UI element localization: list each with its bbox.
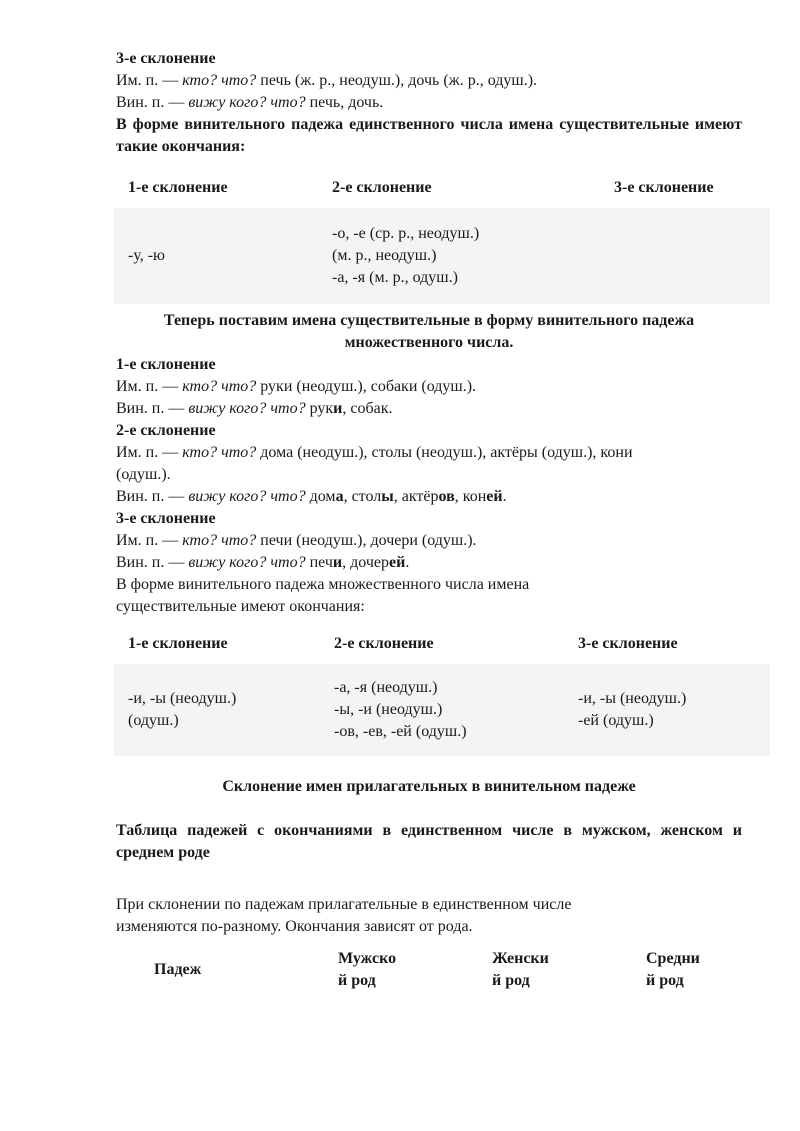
word-ending: ей bbox=[389, 554, 406, 571]
cell-line: (м. р., неодуш.) bbox=[332, 247, 437, 264]
case-question: кто? что? bbox=[182, 378, 257, 395]
cell-line: -и, -ы (неодуш.) bbox=[128, 690, 237, 707]
table-row bbox=[114, 664, 770, 756]
word-stem: , стол bbox=[343, 488, 382, 505]
nominative-line bbox=[116, 530, 742, 552]
case-examples: дома (неодуш.), столы (неодуш.), актёры (одуш.), кони bbox=[256, 444, 633, 461]
accusative-line bbox=[116, 486, 742, 508]
accusative-line bbox=[116, 398, 742, 420]
case-question: вижу кого? что? bbox=[188, 400, 306, 417]
cell-line: -о, -е (ср. р., неодуш.) bbox=[332, 225, 480, 242]
word-ending: а bbox=[335, 488, 344, 505]
cell-line: -ей (одуш.) bbox=[578, 712, 654, 729]
case-examples: , собак. bbox=[342, 400, 393, 417]
table-header-cell: 3-е склонение bbox=[564, 624, 770, 664]
table-cell bbox=[564, 664, 770, 756]
nominative-line-cont: (одуш.). bbox=[116, 466, 171, 483]
plural-summary-line-2: существительные имеют окончания: bbox=[116, 598, 365, 615]
punctuation: . bbox=[405, 554, 410, 571]
document-page bbox=[116, 48, 742, 938]
table-header-row bbox=[114, 624, 770, 664]
case-examples: печь (ж. р., неодуш.), дочь (ж. р., одуш.). bbox=[256, 72, 538, 89]
accusative-line bbox=[116, 92, 742, 114]
case-question: кто? что? bbox=[182, 532, 257, 549]
case-label: Вин. п. — bbox=[116, 554, 189, 571]
cell-line: -ов, -ев, -ей (одуш.) bbox=[334, 723, 467, 740]
plural-title-line-1: Теперь поставим имена существительные в форму винительного падежа bbox=[163, 312, 695, 329]
nominative-line bbox=[116, 442, 742, 464]
cell-line: -а, -я (неодуш.) bbox=[334, 679, 438, 696]
header-label: Мужско bbox=[338, 950, 397, 967]
table-header-cell: 2-е склонение bbox=[318, 168, 600, 208]
case-examples: печи (неодуш.), дочери (одуш.). bbox=[256, 532, 477, 549]
table-header-cell bbox=[338, 948, 396, 992]
declension-3-heading: 3-е склонение bbox=[116, 510, 216, 527]
case-question: вижу кого? что? bbox=[188, 488, 306, 505]
nominative-line bbox=[116, 70, 742, 92]
case-label: Им. п. — bbox=[116, 532, 183, 549]
cell-line: -и, -ы (неодуш.) bbox=[578, 690, 687, 707]
word-stem: , дочер bbox=[342, 554, 389, 571]
table-header-cell: 1-е склонение bbox=[114, 624, 320, 664]
singular-endings-table bbox=[114, 168, 770, 304]
plural-title-line-2: множественного числа. bbox=[344, 334, 514, 351]
table-row bbox=[114, 208, 770, 304]
header-label: Женски bbox=[492, 950, 549, 967]
adjectives-subtitle: Таблица падежей с окончаниями в единственном числе в мужском, женском и среднем роде bbox=[116, 822, 742, 861]
word-ending: и bbox=[333, 400, 343, 417]
cell-line: (одуш.) bbox=[128, 712, 179, 729]
word-stem: печ bbox=[305, 554, 333, 571]
word-ending: ей bbox=[486, 488, 503, 505]
accusative-line bbox=[116, 552, 742, 574]
case-label: Им. п. — bbox=[116, 444, 183, 461]
word-ending: ов bbox=[438, 488, 455, 505]
header-label: Падеж bbox=[154, 961, 202, 978]
word-stem: рук bbox=[305, 400, 334, 417]
table-cell bbox=[114, 208, 318, 304]
punctuation: . bbox=[502, 488, 507, 505]
header-label: й род bbox=[492, 972, 530, 989]
case-label: Вин. п. — bbox=[116, 488, 189, 505]
table-header-cell bbox=[492, 948, 549, 992]
header-label: й род bbox=[646, 972, 684, 989]
cell-line: -ы, -и (неодуш.) bbox=[334, 701, 443, 718]
table-header-cell bbox=[646, 948, 700, 992]
adjectives-para-line-2: изменяются по-разному. Окончания зависят от рода. bbox=[116, 918, 473, 935]
case-question: кто? что? bbox=[182, 72, 257, 89]
table-cell bbox=[320, 664, 564, 756]
declension-1-heading: 1-е склонение bbox=[116, 356, 216, 373]
case-label: Им. п. — bbox=[116, 72, 183, 89]
word-ending: ы bbox=[381, 488, 394, 505]
header-label: й род bbox=[338, 972, 376, 989]
table-header-row bbox=[114, 168, 770, 208]
case-question: вижу кого? что? bbox=[188, 94, 306, 111]
case-question: кто? что? bbox=[182, 444, 257, 461]
singular-summary: В форме винительного падежа единственного числа имена существительные имеют такие окончания: bbox=[116, 116, 742, 155]
table-cell bbox=[114, 664, 320, 756]
table-cell bbox=[600, 208, 770, 304]
declension-3-heading: 3-е склонение bbox=[116, 50, 216, 67]
word-stem: , кон bbox=[454, 488, 487, 505]
adjectives-title: Склонение имен прилагательных в винительном падеже bbox=[222, 778, 636, 795]
case-label: Вин. п. — bbox=[116, 400, 189, 417]
plural-endings-table bbox=[114, 624, 770, 756]
plural-summary-line-1: В форме винительного падежа множественного числа имена bbox=[116, 576, 530, 593]
case-question: вижу кого? что? bbox=[188, 554, 306, 571]
table-header-cell: 2-е склонение bbox=[320, 624, 564, 664]
adjectives-para-line-1: При склонении по падежам прилагательные в единственном числе bbox=[116, 896, 572, 913]
table-header-cell: 3-е склонение bbox=[600, 168, 770, 208]
case-examples: руки (неодуш.), собаки (одуш.). bbox=[256, 378, 477, 395]
word-stem: дом bbox=[305, 488, 336, 505]
word-stem: , актёр bbox=[393, 488, 439, 505]
word-ending: и bbox=[332, 554, 343, 571]
table-cell bbox=[318, 208, 600, 304]
cell-line: -у, -ю bbox=[128, 247, 166, 264]
case-label: Им. п. — bbox=[116, 378, 183, 395]
case-examples: печь, дочь. bbox=[305, 94, 384, 111]
cell-line: -а, -я (м. р., одуш.) bbox=[332, 269, 458, 286]
declension-2-heading: 2-е склонение bbox=[116, 422, 216, 439]
nominative-line bbox=[116, 376, 742, 398]
table-header-cell bbox=[154, 959, 201, 981]
header-label: Средни bbox=[646, 950, 700, 967]
table-header-cell: 1-е склонение bbox=[114, 168, 318, 208]
case-label: Вин. п. — bbox=[116, 94, 189, 111]
